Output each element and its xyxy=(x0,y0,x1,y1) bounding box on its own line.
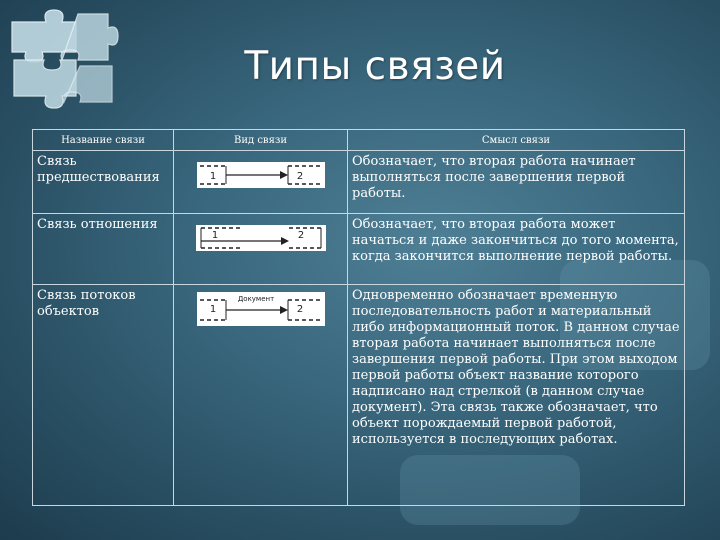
header-meaning: Смысл связи xyxy=(348,130,685,151)
precedence-link-diagram xyxy=(196,154,326,196)
row-meaning: Обозначает, что вторая работа может начаться и даже закончиться до того момента, когда закончится выполнение первой работы. xyxy=(348,214,685,285)
header-diagram: Вид связи xyxy=(174,130,348,151)
row-name: Связь потоков объектов xyxy=(33,285,174,506)
relation-link-diagram xyxy=(195,217,327,259)
row-diagram xyxy=(174,214,348,285)
from-box-label: 1 xyxy=(209,171,216,182)
puzzle-logo xyxy=(4,4,154,124)
from-box-label: 1 xyxy=(211,230,218,241)
header-name: Название связи xyxy=(33,130,174,151)
to-box-label: 2 xyxy=(297,230,304,241)
row-name: Связь предшествования xyxy=(33,151,174,214)
to-box-label: 2 xyxy=(296,304,303,315)
row-meaning: Обозначает, что вторая работа начинает выполняться после завершения первой работы. xyxy=(348,151,685,214)
link-types-table xyxy=(32,129,685,506)
table-row xyxy=(33,285,685,506)
from-box-label: 1 xyxy=(209,304,216,315)
table-row xyxy=(33,214,685,285)
row-meaning: Одновременно обозначает временную последовательность работ и материальный либо информационный поток. В данном случае вторая работа начинает выполняться после завершения первой работы. При этом выходом первой работы объект название которого надписано над стрелкой (в данном случае документ). Эта связь также обозначает, что объект порождаемый первой работой, используется в последующих работах. xyxy=(348,285,685,506)
arrow-label: Документ xyxy=(237,295,274,303)
row-name: Связь отношения xyxy=(33,214,174,285)
table-header-row xyxy=(33,130,685,151)
to-box-label: 2 xyxy=(296,171,303,182)
slide-title: Типы связей xyxy=(244,44,506,89)
row-diagram xyxy=(174,285,348,506)
row-diagram xyxy=(174,151,348,214)
table-row xyxy=(33,151,685,214)
object-flow-link-diagram xyxy=(196,288,326,330)
